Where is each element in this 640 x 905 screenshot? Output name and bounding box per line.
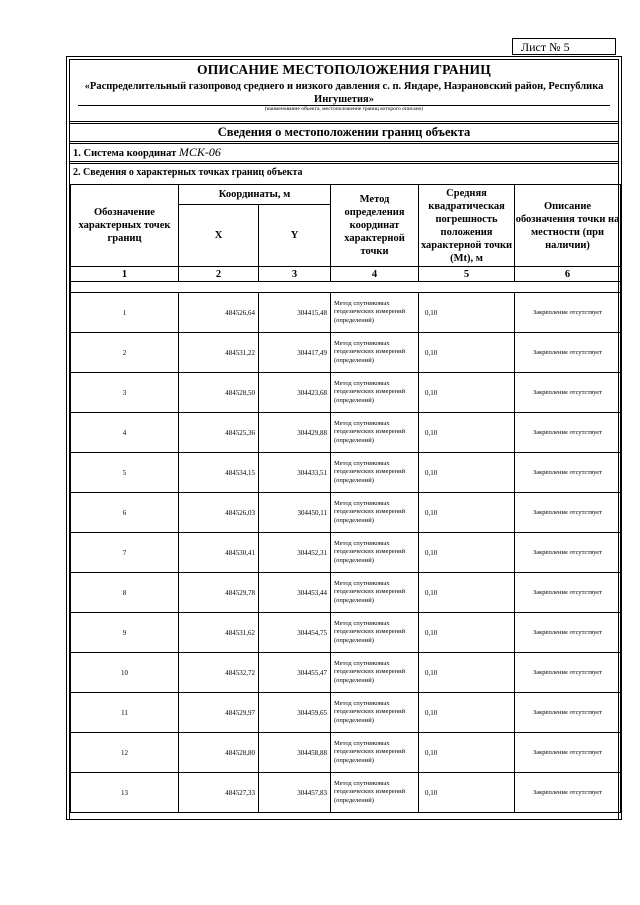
sheet-number: Лист № 5 xyxy=(512,38,616,55)
table-row xyxy=(71,733,621,773)
accuracy: 0,10 xyxy=(419,693,515,733)
header-x: X xyxy=(179,205,259,267)
points-section-title: 2. Сведения о характерных точках границ объекта xyxy=(73,167,303,178)
table-row xyxy=(71,293,621,333)
point-number: 2 xyxy=(71,333,179,373)
method: Метод спутниковых геодезических измерений (определений) xyxy=(331,613,419,653)
header-accuracy: Средняя квадратическая погрешность положения характерной точки (Mt), м xyxy=(419,185,515,267)
boundary-points-table xyxy=(70,184,621,813)
coord-y: 304452,31 xyxy=(259,533,331,573)
point-number: 13 xyxy=(71,773,179,813)
divider xyxy=(70,121,618,122)
coord-y: 304455,47 xyxy=(259,653,331,693)
point-number: 4 xyxy=(71,413,179,453)
accuracy: 0,10 xyxy=(419,453,515,493)
coord-x: 484529,78 xyxy=(179,573,259,613)
coord-x: 484525,36 xyxy=(179,413,259,453)
method: Метод спутниковых геодезических измерений (определений) xyxy=(331,653,419,693)
coord-system-label: 1. Система координат xyxy=(73,148,177,159)
accuracy: 0,10 xyxy=(419,533,515,573)
table-row xyxy=(71,573,621,613)
point-description: Закрепление отсутствует xyxy=(515,773,621,813)
coord-y: 304429,88 xyxy=(259,413,331,453)
table-row xyxy=(71,533,621,573)
coord-y: 304423,68 xyxy=(259,373,331,413)
document-title: ОПИСАНИЕ МЕСТОПОЛОЖЕНИЯ ГРАНИЦ xyxy=(197,62,491,77)
coord-x: 484529,97 xyxy=(179,693,259,733)
column-number: 3 xyxy=(259,267,331,282)
coord-y: 304454,75 xyxy=(259,613,331,653)
coord-y: 304453,44 xyxy=(259,573,331,613)
coord-x: 484531,62 xyxy=(179,613,259,653)
point-description: Закрепление отсутствует xyxy=(515,493,621,533)
spacer-row xyxy=(71,282,621,293)
table-row xyxy=(71,333,621,373)
accuracy: 0,10 xyxy=(419,373,515,413)
point-number: 5 xyxy=(71,453,179,493)
coord-system-line xyxy=(73,144,221,162)
point-description: Закрепление отсутствует xyxy=(515,293,621,333)
table-row xyxy=(71,613,621,653)
point-number: 6 xyxy=(71,493,179,533)
method: Метод спутниковых геодезических измерений (определений) xyxy=(331,453,419,493)
coord-x: 484532,72 xyxy=(179,653,259,693)
coord-x: 484526,03 xyxy=(179,493,259,533)
point-number: 7 xyxy=(71,533,179,573)
divider xyxy=(70,141,618,142)
table-row xyxy=(71,693,621,733)
accuracy: 0,10 xyxy=(419,573,515,613)
section-title: Сведения о местоположении границ объекта xyxy=(217,125,471,139)
point-description: Закрепление отсутствует xyxy=(515,613,621,653)
point-number: 3 xyxy=(71,373,179,413)
header-y: Y xyxy=(259,205,331,267)
table-row xyxy=(71,493,621,533)
accuracy: 0,10 xyxy=(419,333,515,373)
point-description: Закрепление отсутствует xyxy=(515,573,621,613)
column-number: 2 xyxy=(179,267,259,282)
point-description: Закрепление отсутствует xyxy=(515,653,621,693)
method: Метод спутниковых геодезических измерений (определений) xyxy=(331,733,419,773)
point-description: Закрепление отсутствует xyxy=(515,333,621,373)
coord-x: 484530,41 xyxy=(179,533,259,573)
method: Метод спутниковых геодезических измерений (определений) xyxy=(331,693,419,733)
coord-y: 304457,83 xyxy=(259,773,331,813)
coord-x: 484534,15 xyxy=(179,453,259,493)
header-coords: Координаты, м xyxy=(179,185,331,205)
table-row xyxy=(71,413,621,453)
coord-y: 304415,48 xyxy=(259,293,331,333)
method: Метод спутниковых геодезических измерений (определений) xyxy=(331,333,419,373)
object-name: «Распределительный газопровод среднего и низкого давления с. п. Яндаре, Назрановский район, Республика Ингушетия» xyxy=(84,81,604,105)
coord-x: 484527,33 xyxy=(179,773,259,813)
header-description: Описание обозначения точки на местности (при наличии) xyxy=(515,185,621,267)
point-number: 8 xyxy=(71,573,179,613)
method: Метод спутниковых геодезических измерений (определений) xyxy=(331,573,419,613)
column-number: 4 xyxy=(331,267,419,282)
point-number: 12 xyxy=(71,733,179,773)
point-number: 11 xyxy=(71,693,179,733)
table-row xyxy=(71,453,621,493)
object-name-caption: (наименование объекта, местоположение границ которого описано) xyxy=(264,106,424,112)
accuracy: 0,10 xyxy=(419,733,515,773)
coord-y: 304417,49 xyxy=(259,333,331,373)
column-number: 1 xyxy=(71,267,179,282)
accuracy: 0,10 xyxy=(419,773,515,813)
title-block xyxy=(70,60,618,122)
divider xyxy=(70,163,618,164)
accuracy: 0,10 xyxy=(419,293,515,333)
point-number: 1 xyxy=(71,293,179,333)
header-point: Обозначение характерных точек границ xyxy=(71,185,179,267)
accuracy: 0,10 xyxy=(419,493,515,533)
coord-x: 484528,80 xyxy=(179,733,259,773)
point-description: Закрепление отсутствует xyxy=(515,453,621,493)
point-description: Закрепление отсутствует xyxy=(515,413,621,453)
coord-y: 304459,65 xyxy=(259,693,331,733)
document-inner-frame xyxy=(69,59,619,819)
accuracy: 0,10 xyxy=(419,413,515,453)
method: Метод спутниковых геодезических измерений (определений) xyxy=(331,773,419,813)
method: Метод спутниковых геодезических измерений (определений) xyxy=(331,493,419,533)
coord-y: 304450,11 xyxy=(259,493,331,533)
method: Метод спутниковых геодезических измерений (определений) xyxy=(331,413,419,453)
coord-x: 484526,64 xyxy=(179,293,259,333)
coord-system-value: МСК-06 xyxy=(178,145,221,159)
column-number: 6 xyxy=(515,267,621,282)
table-row xyxy=(71,373,621,413)
point-number: 10 xyxy=(71,653,179,693)
method: Метод спутниковых геодезических измерений (определений) xyxy=(331,533,419,573)
coord-y: 304433,51 xyxy=(259,453,331,493)
accuracy: 0,10 xyxy=(419,653,515,693)
point-number: 9 xyxy=(71,613,179,653)
document-frame xyxy=(66,56,622,820)
method: Метод спутниковых геодезических измерений (определений) xyxy=(331,373,419,413)
coord-x: 484531,22 xyxy=(179,333,259,373)
coord-x: 484528,50 xyxy=(179,373,259,413)
header-method: Метод определения координат характерной точки xyxy=(331,185,419,267)
point-description: Закрепление отсутствует xyxy=(515,373,621,413)
accuracy: 0,10 xyxy=(419,613,515,653)
table-row xyxy=(71,773,621,813)
divider xyxy=(70,161,618,162)
table-row xyxy=(71,653,621,693)
method: Метод спутниковых геодезических измерений (определений) xyxy=(331,293,419,333)
point-description: Закрепление отсутствует xyxy=(515,733,621,773)
point-description: Закрепление отсутствует xyxy=(515,533,621,573)
column-number: 5 xyxy=(419,267,515,282)
point-description: Закрепление отсутствует xyxy=(515,693,621,733)
coord-y: 304458,88 xyxy=(259,733,331,773)
